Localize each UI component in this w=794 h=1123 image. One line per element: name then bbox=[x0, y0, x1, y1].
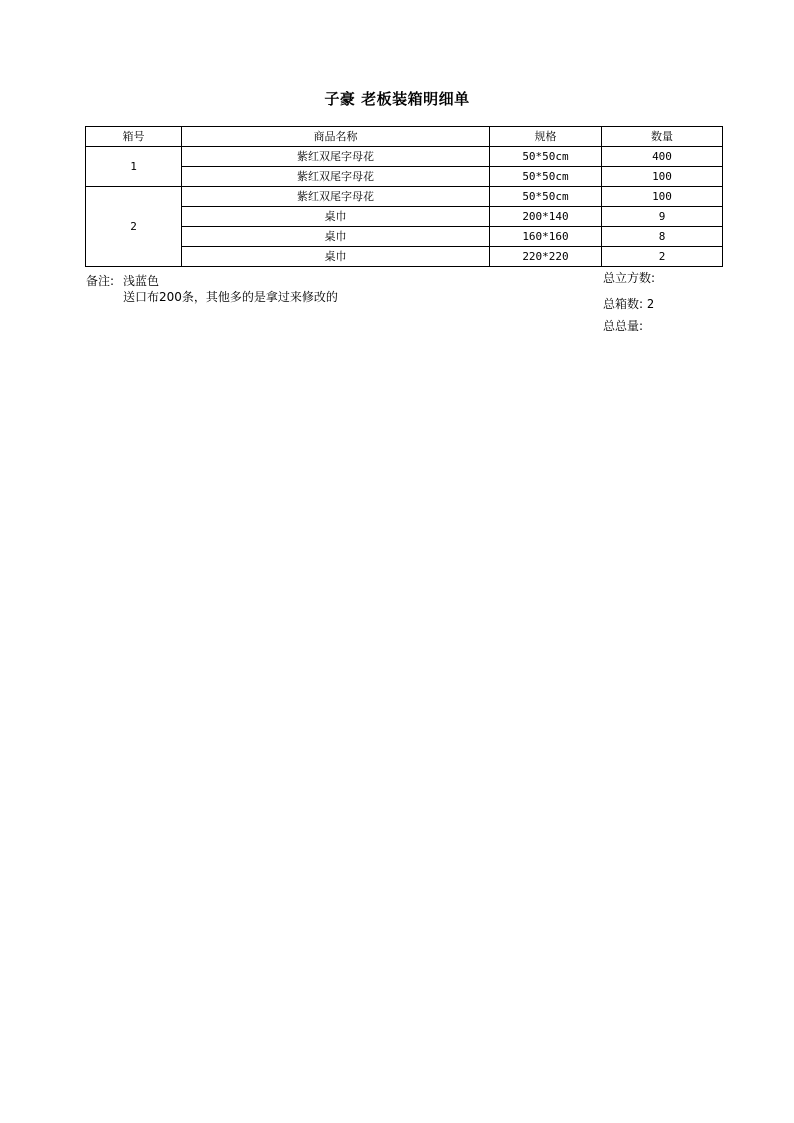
notes-label: 备注: bbox=[86, 274, 115, 288]
table-header-row bbox=[86, 127, 723, 147]
page-title: 子豪 老板装箱明细单 bbox=[324, 90, 470, 108]
quantity-cell: 100 bbox=[602, 167, 723, 187]
quantity-cell: 100 bbox=[602, 187, 723, 207]
spec-cell: 50*50cm bbox=[490, 147, 602, 167]
spec-cell: 160*160 bbox=[490, 227, 602, 247]
product-name-cell: 桌巾 bbox=[182, 227, 490, 247]
spec-cell: 50*50cm bbox=[490, 167, 602, 187]
table-row bbox=[86, 227, 723, 247]
notes-line-color: 浅蓝色 bbox=[123, 274, 160, 288]
box-number-cell: 2 bbox=[86, 187, 182, 267]
quantity-cell: 8 bbox=[602, 227, 723, 247]
total-weight-label: 总总量: bbox=[603, 319, 644, 333]
total-boxes-value: 2 bbox=[646, 297, 655, 311]
header-box-no: 箱号 bbox=[86, 127, 182, 147]
product-name-cell: 紫红双尾字母花 bbox=[182, 167, 490, 187]
product-name-cell: 桌巾 bbox=[182, 207, 490, 227]
box-number-cell: 1 bbox=[86, 147, 182, 187]
table-row bbox=[86, 247, 723, 267]
header-quantity: 数量 bbox=[602, 127, 723, 147]
table-row bbox=[86, 187, 723, 207]
total-boxes-label: 总箱数: bbox=[603, 297, 644, 311]
packing-list-table bbox=[85, 126, 723, 267]
table-row bbox=[86, 207, 723, 227]
spec-cell: 50*50cm bbox=[490, 187, 602, 207]
product-name-cell: 紫红双尾字母花 bbox=[182, 147, 490, 167]
product-name-cell: 桌巾 bbox=[182, 247, 490, 267]
quantity-cell: 400 bbox=[602, 147, 723, 167]
notes-line-remark: 送口布200条，其他多的是拿过来修改的 bbox=[123, 290, 338, 304]
total-volume-label: 总立方数: bbox=[603, 271, 656, 285]
quantity-cell: 2 bbox=[602, 247, 723, 267]
product-name-cell: 紫红双尾字母花 bbox=[182, 187, 490, 207]
total-boxes bbox=[603, 295, 654, 312]
spec-cell: 200*140 bbox=[490, 207, 602, 227]
table-row bbox=[86, 147, 723, 167]
total-volume bbox=[603, 269, 655, 286]
header-product-name: 商品名称 bbox=[182, 127, 490, 147]
quantity-cell: 9 bbox=[602, 207, 723, 227]
total-weight bbox=[603, 317, 643, 334]
table-row bbox=[86, 167, 723, 187]
spec-cell: 220*220 bbox=[490, 247, 602, 267]
header-spec: 规格 bbox=[490, 127, 602, 147]
